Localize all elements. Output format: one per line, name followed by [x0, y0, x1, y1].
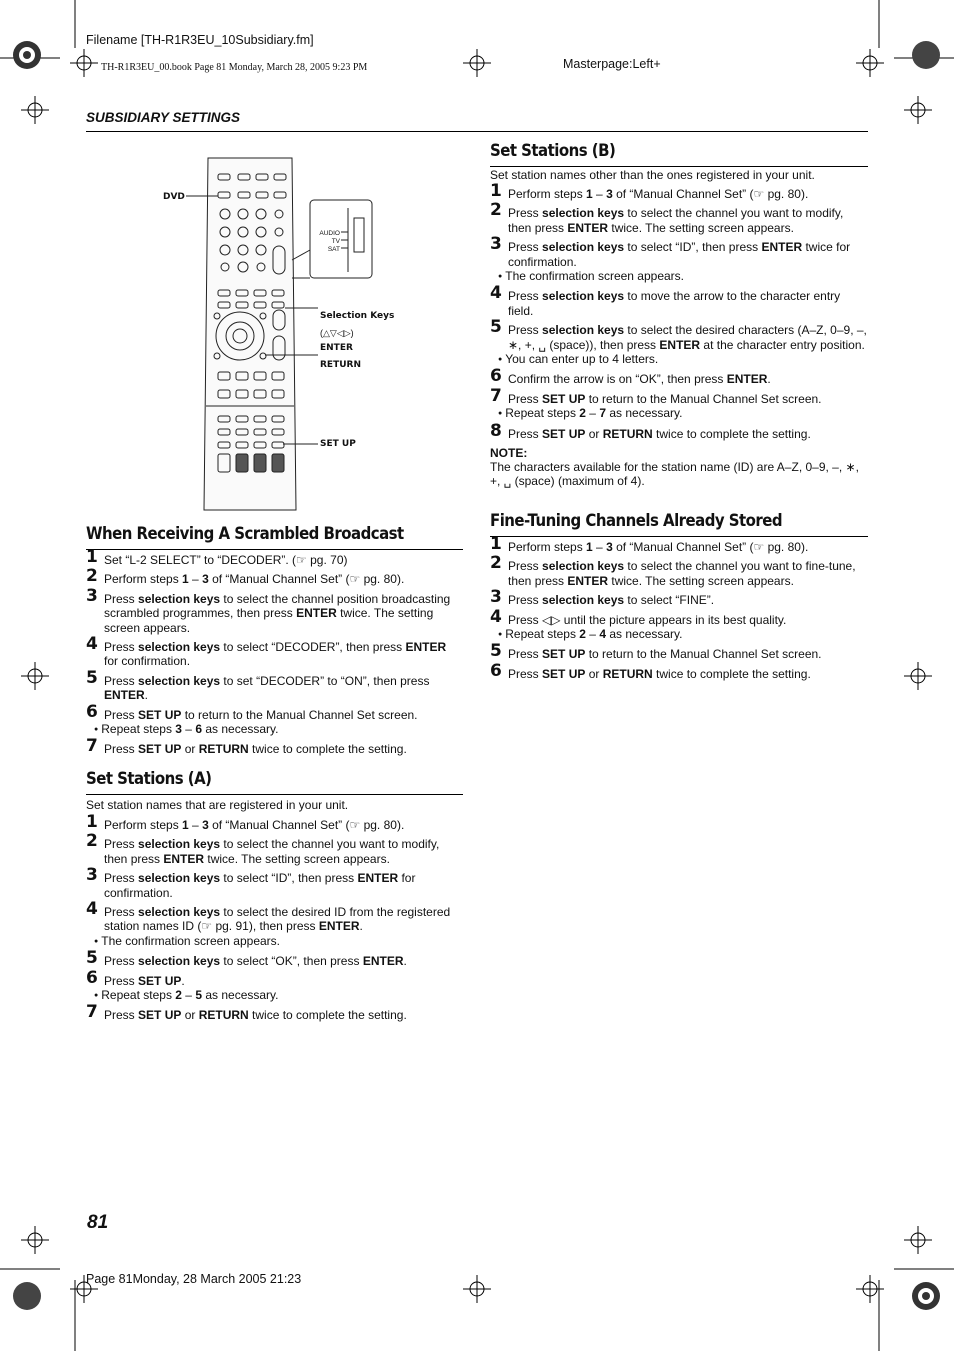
section-intro: Set station names other than the ones registered in your unit. — [490, 168, 815, 182]
return-callout: RETURN — [320, 360, 361, 370]
step-item — [490, 366, 868, 387]
step-item — [86, 831, 463, 866]
section-label: SUBSIDIARY SETTINGS — [86, 110, 241, 125]
step-text: Press selection keys to select the channel you want to modify, then press ENTER twice. The setting screen appears. — [508, 206, 844, 235]
step-text: Press ◁▷ until the picture appears in its best quality. ● Repeat steps 2 – 4 as necessary. — [508, 613, 868, 643]
step-item — [490, 641, 868, 662]
step-item — [490, 534, 868, 554]
scrambled-section — [86, 524, 463, 762]
step-list — [490, 181, 868, 441]
step-item — [86, 736, 463, 757]
step-item — [490, 181, 868, 201]
step-item — [490, 420, 868, 441]
step-number: 4 — [86, 634, 98, 655]
step-number: 3 — [490, 234, 502, 255]
step-item — [490, 234, 868, 284]
step-text: Press SET UP to return to the Manual Channel Set screen. ● Repeat steps 2 – 7 as necessary. — [508, 392, 868, 422]
section-title: When Receiving A Scrambled Broadcast — [86, 524, 404, 544]
step-item — [86, 701, 463, 738]
step-number: 5 — [490, 641, 502, 662]
step-item — [490, 385, 868, 422]
step-number: 6 — [86, 967, 98, 988]
step-number: 1 — [490, 181, 502, 201]
step-number: 3 — [86, 585, 98, 606]
step-number: 3 — [490, 587, 502, 608]
step-text: Press SET UP to return to the Manual Channel Set screen. ● Repeat steps 3 – 6 as necessary. — [104, 708, 463, 738]
section-rule — [490, 166, 868, 167]
footer-line: Page 81Monday, 28 March 2005 21:23 — [86, 1272, 302, 1286]
step-number: 1 — [86, 547, 98, 567]
switch-label-sat: SAT — [327, 246, 340, 253]
section-title: Fine-Tuning Channels Already Stored — [490, 511, 783, 531]
step-number: 7 — [490, 385, 502, 406]
selection-keys-callout: Selection Keys — [320, 311, 395, 321]
step-item — [490, 283, 868, 318]
step-number: 1 — [490, 534, 502, 554]
step-text: Press SET UP. ● Repeat steps 2 – 5 as necessary. — [104, 974, 463, 1004]
setup-callout: SET UP — [320, 439, 356, 449]
step-number: 5 — [86, 667, 98, 688]
step-text: Press selection keys to select “ID”, then press ENTER twice for confirmation. ● The confirmation screen appears. — [508, 240, 868, 284]
step-text: Press SET UP or RETURN twice to complete the setting. — [508, 426, 811, 441]
step-item — [86, 899, 463, 949]
step-number: 5 — [490, 317, 502, 338]
step-item — [490, 200, 868, 235]
page-number: 81 — [87, 1212, 109, 1233]
step-item — [86, 634, 463, 669]
section-title: Set Stations (A) — [86, 769, 212, 789]
step-text: Confirm the arrow is on “OK”, then press ENTER. — [508, 372, 771, 387]
step-item — [490, 660, 868, 681]
enter-callout: ENTER — [320, 343, 353, 353]
step-text: Press SET UP to return to the Manual Channel Set screen. — [508, 647, 822, 662]
fine-tuning-section — [490, 511, 868, 686]
step-text: Perform steps 1 – 3 of “Manual Channel Set” (☞ pg. 80). — [104, 572, 405, 587]
step-item — [490, 606, 868, 643]
step-text: Press SET UP or RETURN twice to complete the setting. — [104, 1008, 407, 1023]
selection-keys-arrows: (△▽◁▷) — [320, 328, 354, 338]
step-number: 7 — [86, 736, 98, 757]
step-number: 2 — [86, 566, 98, 587]
section-rule — [86, 794, 463, 795]
masterpage-line: Masterpage:Left+ — [563, 57, 661, 71]
remote-figure — [150, 150, 470, 520]
step-text: Press selection keys to select the desired characters (A–Z, 0–9, –, ∗, +, ␣ (space)), then press ENTER at the character entry position. ● You can enter up to 4 letters. — [508, 323, 868, 367]
step-text: Press selection keys to select “DECODER”, then press ENTER for confirmation. — [104, 640, 447, 669]
step-list — [86, 547, 463, 757]
step-text: Perform steps 1 – 3 of “Manual Channel Set” (☞ pg. 80). — [508, 540, 809, 554]
step-item — [86, 667, 463, 703]
step-text: Press selection keys to move the arrow to the character entry field. — [508, 289, 841, 318]
set-b-section — [490, 141, 868, 488]
step-number: 6 — [490, 366, 502, 387]
step-number: 2 — [490, 200, 502, 221]
step-text: Perform steps 1 – 3 of “Manual Channel Set” (☞ pg. 80). — [104, 818, 405, 832]
step-number: 4 — [86, 899, 98, 920]
header-rule — [86, 131, 868, 132]
section-title: Set Stations (B) — [490, 141, 616, 161]
step-text: Press selection keys to select the channel you want to modify, then press ENTER twice. The setting screen appears. — [104, 837, 440, 866]
step-number: 2 — [86, 831, 98, 852]
switch-label-audio: AUDIO — [319, 230, 340, 237]
set-a-section — [86, 769, 463, 1028]
step-text: Perform steps 1 – 3 of “Manual Channel Set” (☞ pg. 80). — [508, 187, 809, 201]
step-number: 7 — [86, 1002, 98, 1023]
step-item — [86, 566, 463, 587]
step-item — [490, 317, 868, 367]
step-list — [490, 534, 868, 681]
section-intro: Set station names that are registered in your unit. — [86, 798, 349, 812]
step-item — [86, 547, 463, 567]
step-text: Press selection keys to select the channel you want to fine-tune, then press ENTER twice. The setting screen appears. — [508, 559, 856, 588]
step-text: Press selection keys to select the desired ID from the registered station names ID (☞ pg. 91), then press ENTER. ● The confirmation screen appears. — [104, 905, 463, 949]
step-text: Set “L-2 SELECT” to “DECODER”. (☞ pg. 70) — [104, 553, 348, 567]
switch-label-tv: TV — [331, 238, 340, 245]
step-item — [490, 553, 868, 588]
step-number: 4 — [490, 283, 502, 304]
step-item — [86, 948, 463, 969]
step-text: Press SET UP or RETURN twice to complete the setting. — [508, 666, 811, 681]
step-number: 8 — [490, 420, 502, 441]
section-rule — [490, 536, 868, 537]
step-number: 3 — [86, 865, 98, 886]
step-item — [86, 967, 463, 1004]
step-text: Press selection keys to select “ID”, then press ENTER for confirmation. — [104, 871, 416, 900]
step-list — [86, 812, 463, 1023]
switch-labels — [317, 230, 340, 254]
dvd-callout: DVD — [163, 192, 185, 202]
step-number: 6 — [86, 701, 98, 722]
step-text: Press selection keys to select “FINE”. — [508, 593, 715, 608]
filename-line: Filename [TH-R1R3EU_10Subsidiary.fm] — [86, 33, 314, 47]
step-item — [86, 585, 463, 635]
step-item — [86, 1002, 463, 1023]
step-number: 6 — [490, 660, 502, 681]
step-item — [490, 587, 868, 608]
step-item — [86, 812, 463, 832]
step-number: 4 — [490, 606, 502, 627]
note-text: The characters available for the station name (ID) are A–Z, 0–9, –, ∗, +, ␣ (space) (maximum of 4). — [490, 460, 859, 489]
book-line: TH-R1R3EU_00.book Page 81 Monday, March 28, 2005 9:23 PM — [101, 62, 368, 73]
step-item — [86, 865, 463, 900]
section-rule — [86, 549, 463, 550]
step-text: Press selection keys to select the channel position broadcasting scrambled programmes, then press ENTER twice. The setting screen appears. — [104, 591, 451, 635]
step-text: Press SET UP or RETURN twice to complete the setting. — [104, 742, 407, 757]
remote-illustration — [150, 150, 470, 520]
step-text: Press selection keys to select “OK”, then press ENTER. — [104, 954, 407, 969]
step-number: 2 — [490, 553, 502, 574]
step-number: 1 — [86, 812, 98, 832]
step-text: Press selection keys to set “DECODER” to “ON”, then press ENTER. — [104, 673, 430, 703]
step-number: 5 — [86, 948, 98, 969]
note-label: NOTE: — [490, 446, 528, 461]
